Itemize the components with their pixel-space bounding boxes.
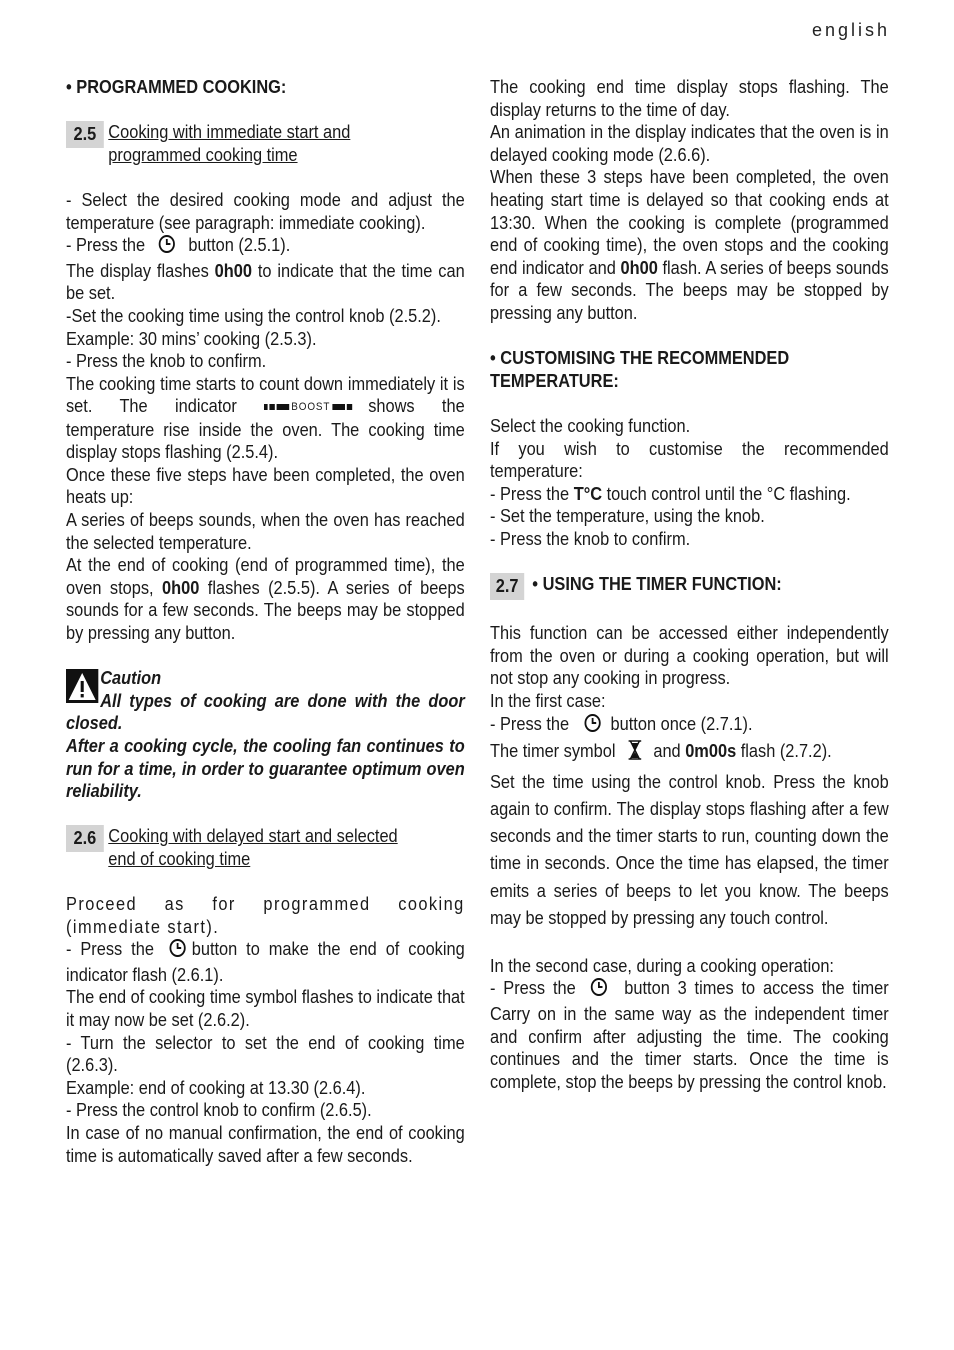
paragraph: If you wish to customise the recommended temperature: xyxy=(490,438,889,482)
caution-text: After a cooking cycle, the cooling fan continues to run for a time, in order to guarantee optimum oven reliability. xyxy=(66,735,465,802)
paragraph: Once these five steps have been completed, the oven heats up: xyxy=(66,464,465,508)
paragraph: - Select the desired cooking mode and adjust the temperature (see paragraph: immediate cooking). xyxy=(66,189,465,233)
text-span: - Press the xyxy=(66,235,146,256)
text-span: button (2.5.1). xyxy=(188,235,291,256)
display-value: 0m00s xyxy=(685,741,737,762)
text-span: The timer symbol xyxy=(490,741,616,762)
heading-customising-temperature: • CUSTOMISING THE RECOMMENDED TEMPERATURE: xyxy=(490,348,790,391)
paragraph: -Set the cooking time using the control knob (2.5.2). xyxy=(66,305,441,326)
section-title xyxy=(108,121,350,166)
section-title xyxy=(108,825,397,870)
text-span: touch control until the °C flashing. xyxy=(602,483,851,504)
section-title-line: programmed cooking time xyxy=(108,144,298,165)
section-title-line: Cooking with delayed start and selected xyxy=(108,826,398,847)
paragraph: - Press the knob to confirm. xyxy=(490,528,691,549)
paragraph xyxy=(66,260,465,305)
paragraph: A series of beeps sounds, when the oven has reached the selected temperature. xyxy=(66,509,465,553)
text-span: - Press the xyxy=(66,939,154,960)
section-title: • USING THE TIMER FUNCTION: xyxy=(532,574,782,595)
paragraph: An animation in the display indicates that the oven is in delayed cooking mode (2.6.6). xyxy=(490,122,889,165)
section-2-6-header xyxy=(66,825,465,870)
text-span: The display flashes xyxy=(66,260,215,281)
paragraph xyxy=(490,977,889,1093)
section-2-7-header xyxy=(490,573,889,600)
paragraph xyxy=(66,234,465,260)
paragraph: In the second case, during a cooking operation: xyxy=(490,955,834,976)
paragraph xyxy=(66,373,465,464)
paragraph: - Press the knob to confirm. xyxy=(66,351,267,372)
paragraph: Example: end of cooking at 13.30 (2.6.4). xyxy=(66,1077,366,1098)
language-label: english xyxy=(811,20,890,40)
paragraph: The cooking end time display stops flashing. The display returns to the time of day. xyxy=(490,77,889,120)
section-title-line: end of cooking time xyxy=(108,848,251,869)
text-span: shows the temperature rise inside the oven. The cooking time display stops flashing (2.5.4). xyxy=(66,396,465,463)
paragraph: This function can be accessed either independently from the oven or during a cooking operation, but will not stop any cooking in progress. xyxy=(490,623,889,689)
paragraph: Set the time using the control knob. Press the knob again to confirm. The display stops flashing after a few seconds and the timer starts to run, counting down the time in seconds. Once the time has elapsed, the timer emits a series of beeps to let you know. The beeps may be stopped by pressing any touch control. xyxy=(490,771,889,928)
paragraph: - Press the control knob to confirm (2.6.5). xyxy=(66,1100,372,1121)
paragraph xyxy=(490,713,889,739)
clock-icon xyxy=(590,977,608,1003)
section-2-5-header xyxy=(66,121,465,166)
caution-text: All types of cooking are done with the door closed. xyxy=(66,690,465,734)
paragraph xyxy=(66,554,465,644)
section-title-line: Cooking with immediate start and xyxy=(108,122,351,143)
text-span: - Press the xyxy=(490,713,570,734)
right-column xyxy=(490,76,889,1093)
section-number: 2.6 xyxy=(66,825,104,852)
paragraph: Proceed as for programmed cooking (immediate start). xyxy=(66,894,465,937)
text-span: button to make the end of cooking indicator flash (2.6.1). xyxy=(66,939,465,985)
text-span: The cooking time starts to count down immediately it is set. The indicator xyxy=(66,373,465,417)
clock-icon xyxy=(584,713,602,739)
paragraph xyxy=(490,483,889,506)
caution-title: Caution xyxy=(100,668,162,689)
text-span: flashes (2.5.5). A series of beeps sounds for a few seconds. The beeps may be stopped by pressing any button. xyxy=(66,577,465,643)
paragraph: Example: 30 mins’ cooking (2.5.3). xyxy=(66,328,317,349)
paragraph: In case of no manual confirmation, the end of cooking time is automatically saved after a few seconds. xyxy=(66,1123,465,1166)
text-span: to indicate that the time can be set. xyxy=(66,260,465,304)
section-number: 2.7 xyxy=(490,573,524,600)
paragraph xyxy=(490,166,889,324)
display-value: 0h00 xyxy=(214,260,252,281)
text-span: flash (2.7.2). xyxy=(736,741,832,762)
paragraph: The end of cooking time symbol flashes to indicate that it may now be set (2.6.2). xyxy=(66,987,465,1031)
paragraph: - Turn the selector to set the end of cooking time (2.6.3). xyxy=(66,1032,465,1076)
text-span: button 3 times to access the timer Carry on in the same way as the independent timer and confirm after adjusting the time. The cooking continues and the timer starts. Once the time is complete, stop the beeps by pressing the control knob. xyxy=(490,978,889,1092)
text-span: When these 3 steps have been completed, the oven heating start time is delayed so that cooking ends at 13:30. When the cooking is complete (programmed end of cooking time), the oven stops and the cooking end indicator and xyxy=(490,167,889,278)
paragraph: Select the cooking function. xyxy=(490,415,691,436)
paragraph: - Set the temperature, using the knob. xyxy=(490,506,765,527)
text-span: At the end of cooking (end of programmed time), the oven stops, xyxy=(66,555,465,598)
hourglass-icon xyxy=(628,740,642,768)
clock-icon xyxy=(158,234,176,260)
paragraph xyxy=(490,738,889,768)
timer-section xyxy=(490,622,889,1093)
paragraph: In the first case: xyxy=(490,691,606,712)
boost-indicator-icon xyxy=(264,396,352,419)
display-value: 0h00 xyxy=(620,257,658,278)
clock-icon xyxy=(168,938,186,964)
temperature-control-label: T°C xyxy=(573,483,603,504)
text-span: flash. A series of beeps sounds for a few seconds. The beeps may be stopped by pressing any button. xyxy=(490,257,889,323)
left-column xyxy=(66,76,465,1167)
heading-programmed-cooking: • PROGRAMMED COOKING: xyxy=(66,77,287,97)
display-value: 0h00 xyxy=(162,577,200,598)
text-span: - Press the xyxy=(490,978,576,999)
text-span: and xyxy=(653,741,686,762)
section-number: 2.5 xyxy=(66,121,104,148)
boost-label: BOOST xyxy=(291,401,331,414)
text-span: - Press the xyxy=(490,483,574,504)
text-span: button once (2.7.1). xyxy=(610,713,753,734)
paragraph xyxy=(66,938,465,986)
caution-block xyxy=(66,667,465,803)
